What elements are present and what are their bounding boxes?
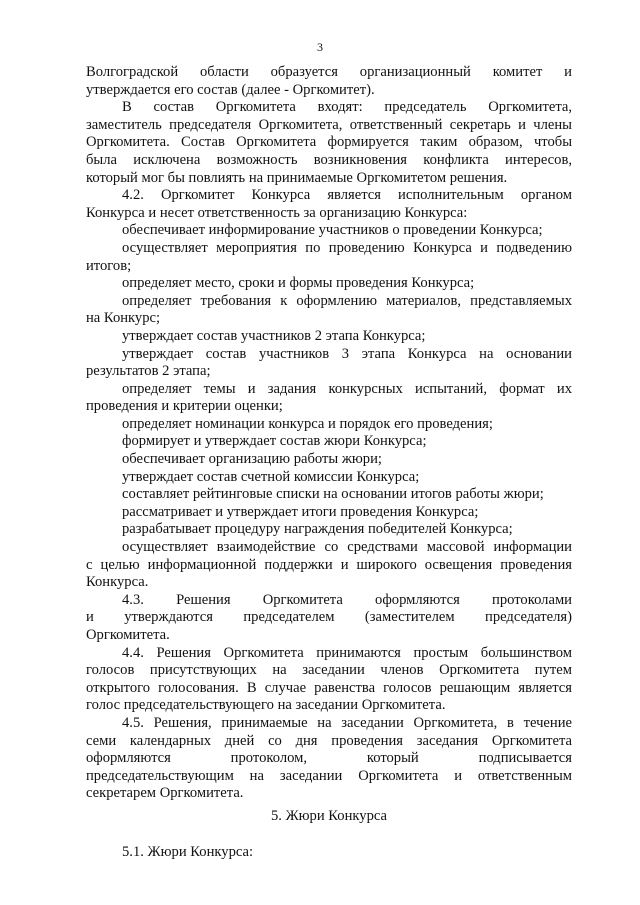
text-line: Оргкомитета. Состав Оргкомитета формируется таким образом, чтобы (86, 134, 572, 151)
text-line: семи календарных дней со дня проведения заседания Оргкомитета (86, 732, 572, 749)
text-line: осуществляет мероприятия по проведению Конкурса и подведению (122, 239, 572, 256)
text-line: определяет место, сроки и формы проведения Конкурса; (122, 275, 475, 292)
text-line: рассматривает и утверждает итоги проведения Конкурса; (122, 503, 479, 520)
text-line: составляет рейтинговые списки на основании итогов работы жюри; (122, 486, 544, 503)
text-line: определяет темы и задания конкурсных испытаний, формат их (122, 380, 572, 397)
text-line: который мог бы повлиять на принимаемые Оргкомитетом решения. (86, 169, 508, 186)
text-line: 4.2. Оргкомитет Конкурса является исполнительным органом (122, 187, 572, 204)
text-line: голосов присутствующих на заседании членов Оргкомитета путем (86, 662, 572, 679)
text-line: Конкурса. (86, 574, 149, 591)
text-line: осуществляет взаимодействие со средствами массовой информации (122, 539, 572, 556)
section-heading: 5. Жюри Конкурса (270, 807, 388, 824)
text-line: разрабатывает процедуру награждения победителей Конкурса; (122, 521, 513, 538)
text-line: утверждает состав участников 3 этапа Конкурса на основании (122, 345, 572, 362)
text-line: 4.3. Решения Оргкомитета оформляются протоколами (122, 591, 572, 608)
page-number: 3 (317, 40, 323, 54)
text-line: на Конкурс; (86, 310, 161, 327)
text-line: заместитель председателя Оргкомитета, ответственный секретарь и члены (86, 116, 572, 133)
text-line: оформляются протоколом, который подписывается (86, 750, 572, 767)
text-line: 5.1. Жюри Конкурса: (122, 843, 254, 860)
text-line: председательствующим на заседании Оргкомитета и ответственным (86, 767, 572, 784)
text-line: Конкурса и несет ответственность за организацию Конкурса: (86, 204, 468, 221)
text-line: обеспечивает информирование участников о проведении Конкурса; (122, 222, 543, 239)
text-line: обеспечивает организацию работы жюри; (122, 451, 382, 468)
text-line: Оргкомитета. (86, 627, 170, 643)
text-line: формирует и утверждает состав жюри Конкурса; (122, 433, 427, 450)
text-line: открытого голосования. В случае равенства голосов решающим является (86, 679, 572, 696)
text-line: определяет требования к оформлению материалов, представляемых (122, 292, 572, 309)
text-line: секретарем Оргкомитета. (86, 785, 244, 802)
text-line: 4.4. Решения Оргкомитета принимаются простым большинством (122, 644, 572, 661)
text-line: голос председательствующего на заседании Оргкомитета. (86, 697, 446, 714)
text-line: утверждается его состав (далее - Оргкомитет). (86, 81, 375, 98)
text-line: и утверждаются председателем (заместителем председателя) (86, 609, 572, 626)
text-line: утверждает состав счетной комиссии Конкурса; (122, 468, 420, 485)
text-line: утверждает состав участников 2 этапа Конкурса; (122, 327, 426, 344)
text-line: с целью информационной поддержки и широкого освещения проведения (86, 556, 572, 573)
text-line: Волгоградской области образуется организационный комитет и (86, 64, 572, 80)
text-line: проведения и критерии оценки; (86, 398, 283, 415)
text-line: была исключена возможность возникновения конфликта интересов, (86, 151, 572, 168)
text-line: результатов 2 этапа; (86, 363, 211, 380)
text-line: В состав Оргкомитета входят: председатель Оргкомитета, (122, 99, 572, 116)
document-body (86, 64, 572, 861)
text-line: 4.5. Решения, принимаемые на заседании Оргкомитета, в течение (122, 714, 572, 731)
text-line: определяет номинации конкурса и порядок его проведения; (122, 415, 493, 432)
text-line: итогов; (86, 257, 132, 274)
